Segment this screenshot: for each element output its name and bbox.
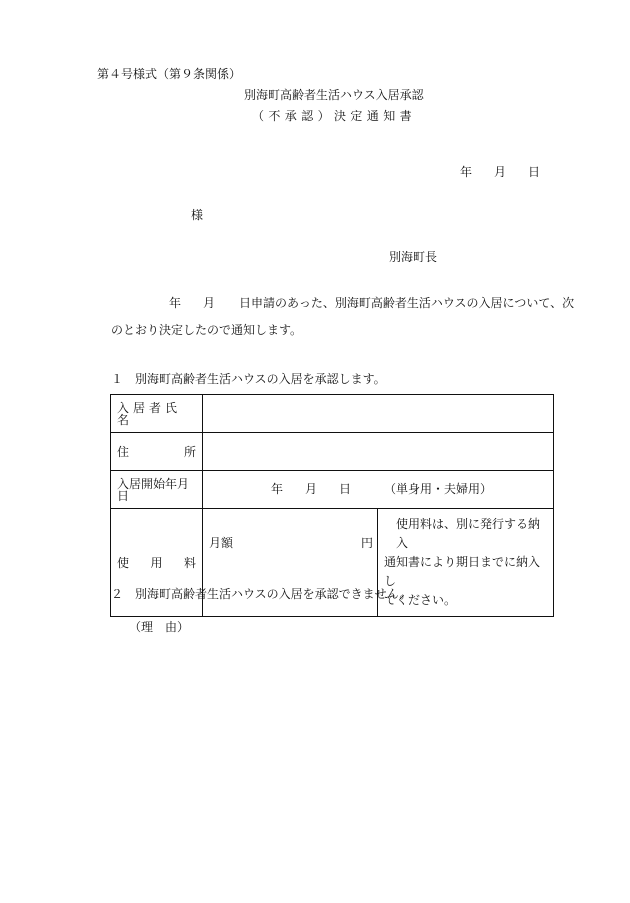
- table-row-start-date: [111, 471, 554, 509]
- start-date-day: 日: [339, 482, 352, 496]
- fee-note-line3: てください。: [384, 593, 457, 607]
- address-label-right: 所: [183, 444, 196, 459]
- issue-date-month: 月: [494, 165, 507, 179]
- body-text-line1-rest: 日申請のあった、別海町高齢者生活ハウスの入居について、次: [239, 296, 575, 310]
- housing-type: （単身用・夫婦用）: [384, 482, 493, 496]
- fee-yen-unit: 円: [360, 536, 373, 550]
- fee-label-char2: 用: [150, 555, 163, 570]
- body-application-year: 年: [169, 296, 182, 310]
- start-date-month: 月: [305, 482, 318, 496]
- start-date-label: 入居開始年月日: [111, 471, 203, 509]
- document-title-line2: （不承認）決定通知書: [252, 109, 417, 123]
- address-value[interactable]: [203, 433, 554, 471]
- reason-label: （理 由）: [129, 620, 190, 634]
- table-row-resident: [111, 395, 554, 433]
- body-text-line1: [169, 297, 574, 309]
- body-application-month: 月: [203, 296, 216, 310]
- fee-note-line1: 使用料は、別に発行する納入: [396, 517, 541, 550]
- start-date-fields: [271, 483, 492, 495]
- issuer-name: 別海町長: [389, 250, 438, 264]
- document-title-line1: 別海町高齢者生活ハウス入居承認: [244, 88, 424, 102]
- section2-heading: ２ 別海町高齢者生活ハウスの入居を承認できません。: [111, 587, 412, 601]
- fee-monthly-label: 月額: [209, 536, 234, 550]
- address-label: [111, 433, 203, 471]
- start-date-year: 年: [271, 482, 284, 496]
- address-label-left: 住: [117, 444, 130, 459]
- issue-date: [460, 166, 540, 178]
- resident-name-label: 入居者氏名: [111, 395, 203, 433]
- issue-date-day: 日: [528, 165, 541, 179]
- addressee-honorific: 様: [191, 208, 204, 222]
- table-row-address: [111, 433, 554, 471]
- fee-label-char1: 使: [117, 555, 130, 570]
- section1-heading: １ 別海町高齢者生活ハウスの入居を承認します。: [111, 372, 386, 386]
- body-text-line2: のとおり決定したので通知します。: [111, 323, 303, 337]
- approval-details-table: [110, 394, 554, 617]
- start-date-value[interactable]: [203, 471, 554, 509]
- issue-date-year: 年: [460, 165, 473, 179]
- fee-label-char3: 料: [183, 555, 196, 570]
- form-number: 第４号様式（第９条関係）: [97, 67, 242, 81]
- fee-note-line2: 通知書により期日までに納入し: [384, 555, 541, 588]
- resident-name-value[interactable]: [203, 395, 554, 433]
